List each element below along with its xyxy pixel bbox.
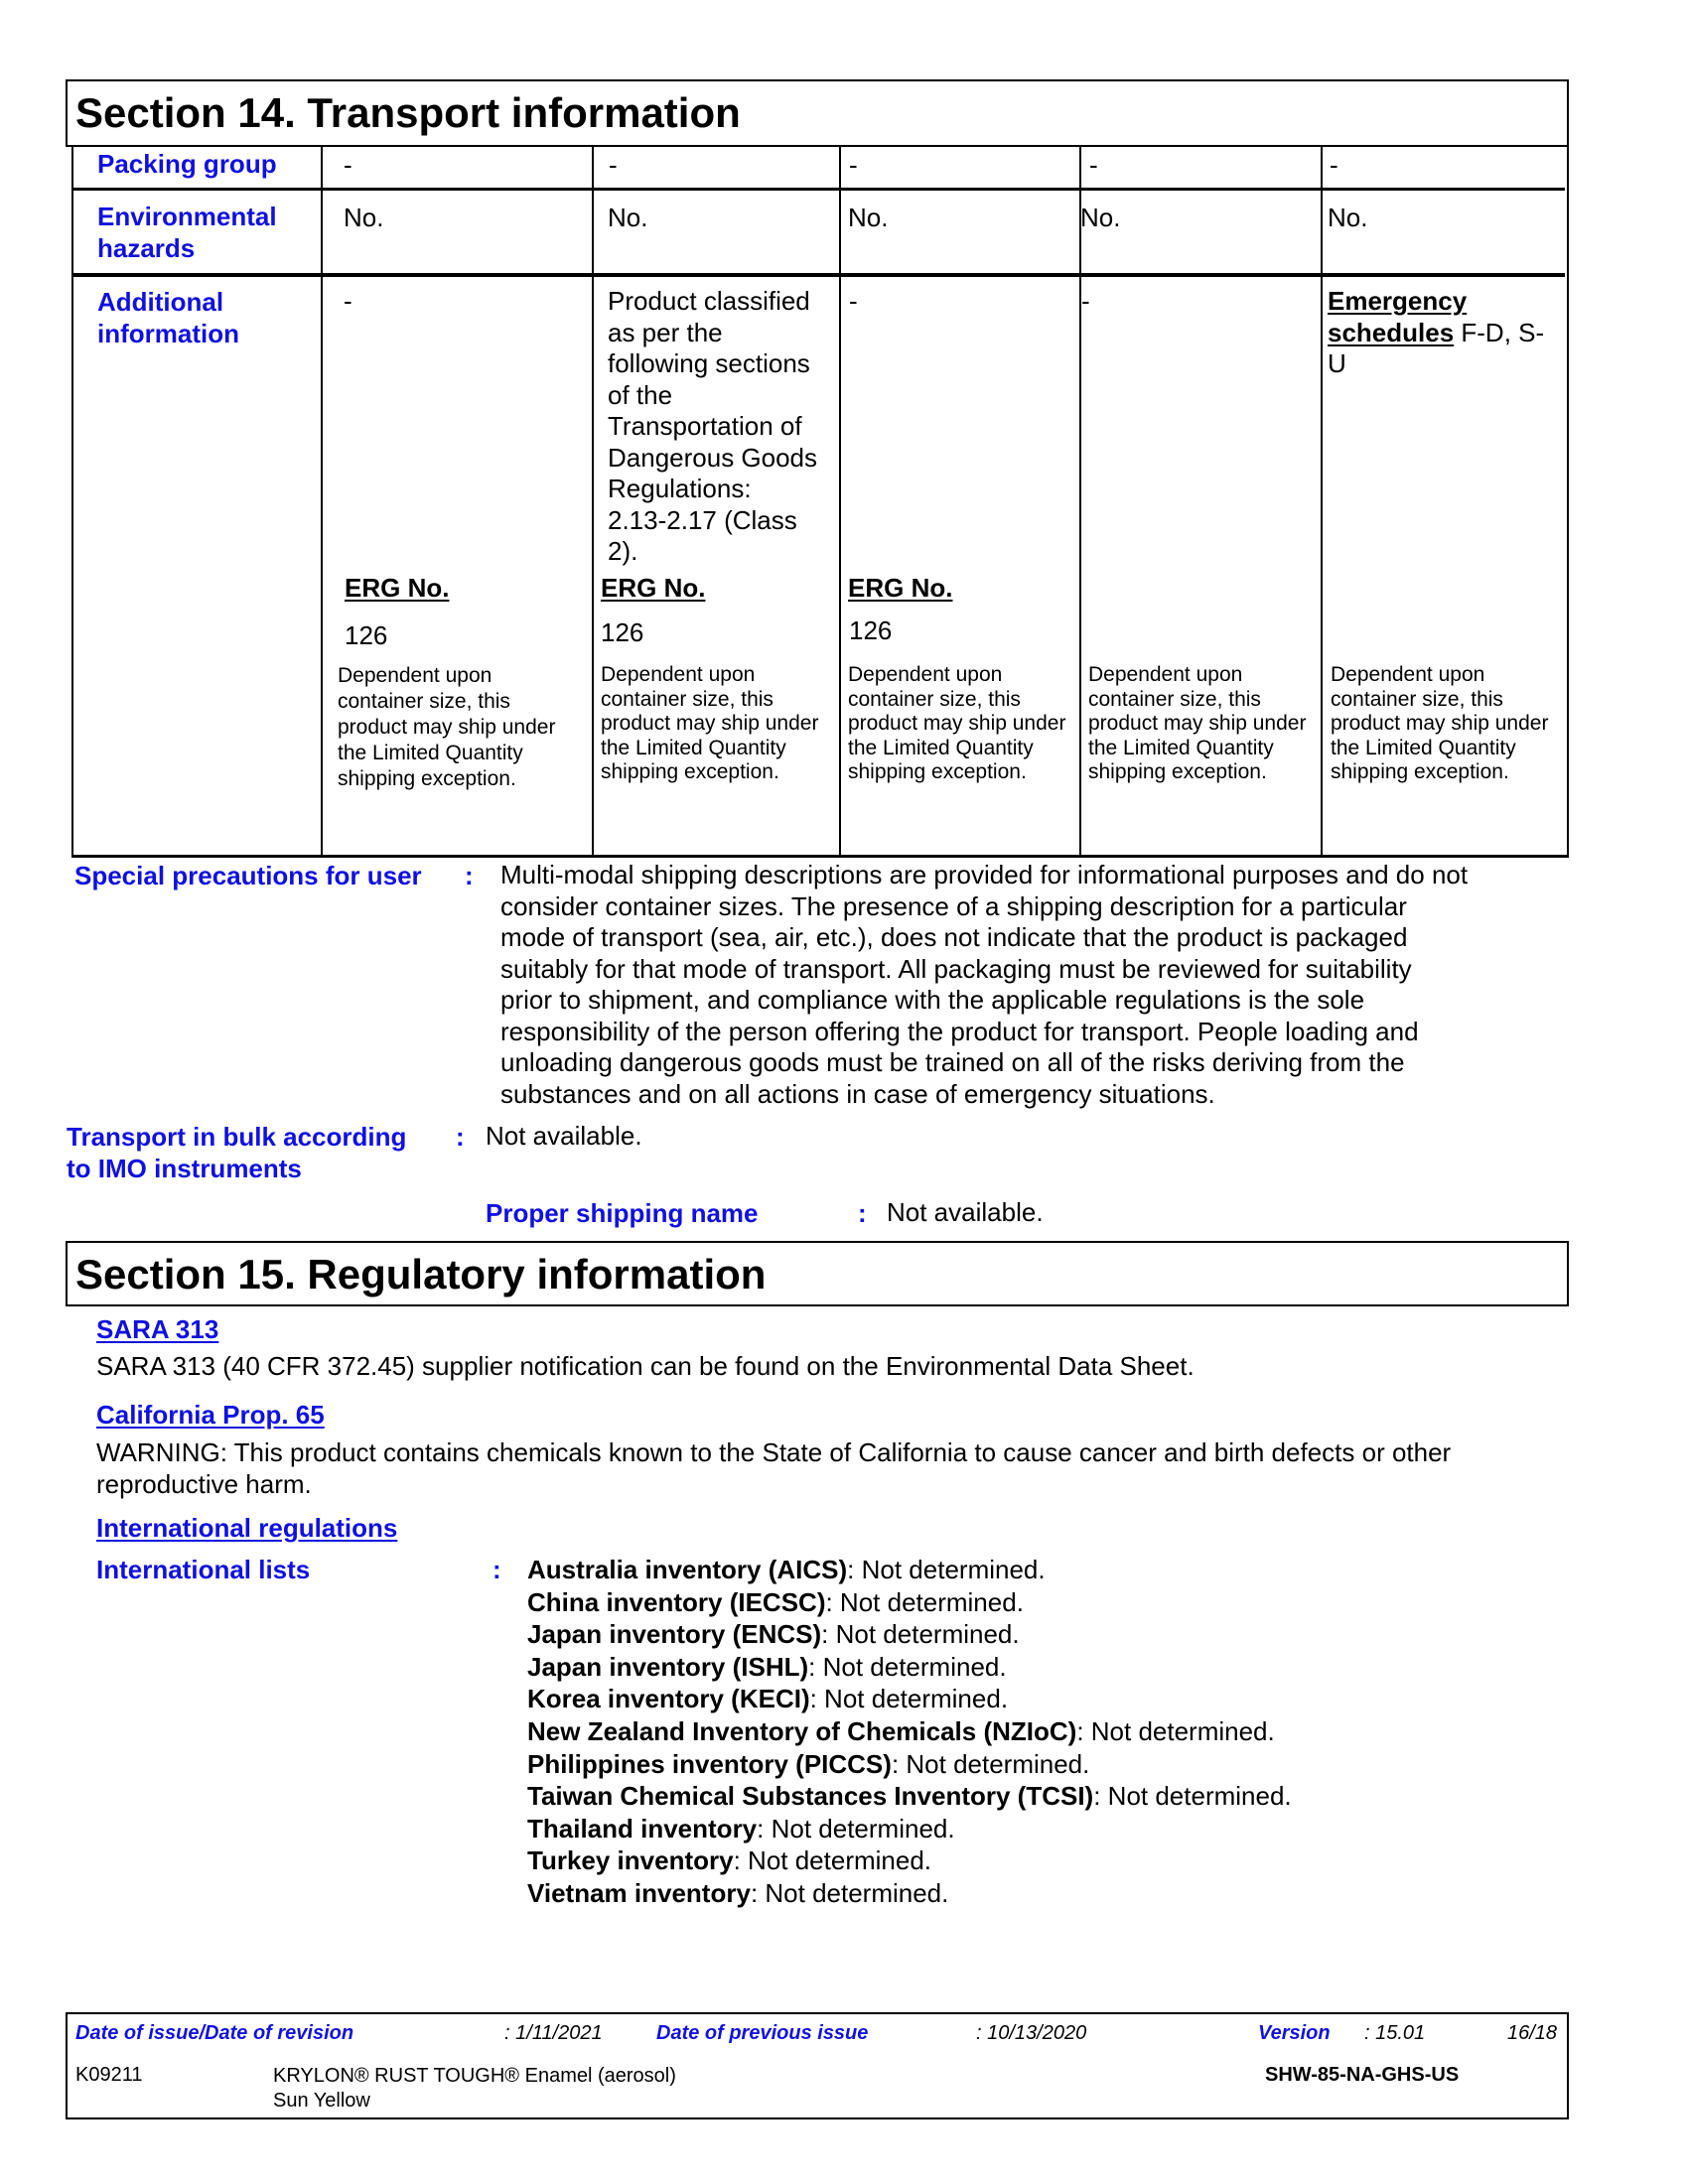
- erg-label: ERG No.: [345, 573, 450, 603]
- environmental-hazards-label: Environmental hazards: [97, 202, 277, 263]
- version-value: : 15.01: [1364, 2022, 1426, 2044]
- inventory-item: New Zealand Inventory of Chemicals (NZIoC): Not determined.: [527, 1715, 1275, 1746]
- table-divider: [1321, 147, 1323, 858]
- limited-quantity-note: Dependent upon container size, this product may ship under the Limited Quantity shipping exception.: [1331, 663, 1549, 783]
- erg-label: ERG No.: [601, 573, 706, 603]
- additional-value: -: [344, 286, 352, 316]
- inventory-item: Vietnam inventory: Not determined.: [527, 1877, 949, 1908]
- version-label: Version: [1258, 2022, 1331, 2044]
- table-divider: [839, 147, 841, 858]
- transport-bulk-value: Not available.: [486, 1121, 642, 1151]
- special-precautions-label: Special precautions for user: [74, 861, 422, 890]
- additional-value: -: [849, 286, 858, 316]
- sara-313-text: SARA 313 (40 CFR 372.45) supplier notification can be found on the Environmental Data Sheet.: [96, 1351, 1195, 1381]
- product-code: K09211: [75, 2064, 143, 2086]
- limited-quantity-note: Dependent upon container size, this product may ship under the Limited Quantity shipping exception.: [848, 663, 1066, 783]
- colon: :: [465, 861, 474, 890]
- inventory-item: Turkey inventory: Not determined.: [527, 1845, 932, 1876]
- additional-information-label: Additional information: [97, 287, 239, 348]
- inventory-item: Philippines inventory (PICCS): Not determined.: [527, 1748, 1090, 1779]
- proper-shipping-name-value: Not available.: [887, 1197, 1044, 1227]
- previous-issue-label: Date of previous issue: [656, 2022, 869, 2044]
- prop-65-warning: WARNING: This product contains chemicals known to the State of California to cause cancer and birth defects or other reproductive harm.: [96, 1437, 1452, 1499]
- colon: :: [492, 1555, 501, 1584]
- table-border: [71, 147, 73, 858]
- section-15-heading: [66, 1241, 1569, 1306]
- table-rule: [71, 188, 1565, 191]
- issue-date-value: : 1/11/2021: [504, 2022, 603, 2044]
- emergency-schedules: Emergency schedules F-D, S- U: [1328, 286, 1545, 378]
- document-id: SHW-85-NA-GHS-US: [1265, 2064, 1460, 2086]
- packing-group-value: -: [609, 150, 618, 180]
- proper-shipping-name-label: Proper shipping name: [486, 1198, 759, 1228]
- packing-group-value: -: [1330, 150, 1338, 180]
- additional-value-classification: Product classified as per the following sections of the Transportation of Dangerous Goods Regulations: 2.13-2.17 (Class 2).: [608, 286, 818, 566]
- env-value: No.: [608, 203, 648, 232]
- packing-group-label: Packing group: [97, 149, 277, 179]
- limited-quantity-note: Dependent upon container size, this product may ship under the Limited Quantity shipping exception.: [601, 663, 819, 783]
- international-regulations-heading: International regulations: [96, 1513, 398, 1543]
- erg-value: 126: [345, 620, 388, 650]
- sara-313-heading: SARA 313: [96, 1314, 219, 1344]
- packing-group-value: -: [1089, 150, 1098, 180]
- table-divider: [1079, 147, 1081, 858]
- section-title: Section 14. Transport information: [75, 89, 741, 136]
- limited-quantity-note: Dependent upon container size, this product may ship under the Limited Quantity shipping exception.: [1088, 663, 1307, 783]
- inventory-list: [527, 1554, 1292, 1910]
- table-divider: [592, 147, 594, 858]
- erg-value: 126: [849, 615, 893, 645]
- inventory-item: Japan inventory (ENCS): Not determined.: [527, 1619, 1020, 1650]
- packing-group-value: -: [344, 150, 352, 180]
- special-precautions-text: Multi-modal shipping descriptions are provided for informational purposes and do not consider container sizes. The presence of a shipping description for a particular mode of transport (sea, air, etc.), does not indicate that the product is packaged suitably for that mode of transport. All packaging must be reviewed for suitability prior to shipment, and compliance with the applicable regulations is the sole responsibility of the person offering the product for transport. People loading and unloading dangerous goods must be trained on all of the risks deriving from the substances and on all actions in case of emergency situations.: [500, 860, 1469, 1109]
- inventory-item: China inventory (IECSC): Not determined.: [527, 1586, 1024, 1617]
- env-value: No.: [344, 203, 384, 232]
- table-rule: [71, 273, 1565, 277]
- section-14-heading: [66, 79, 1569, 147]
- table-border: [1567, 147, 1569, 858]
- colon: :: [456, 1122, 465, 1152]
- inventory-item: Australia inventory (AICS): Not determined.: [527, 1555, 1046, 1584]
- env-value: No.: [1080, 203, 1121, 232]
- footer: [66, 2012, 1569, 2119]
- erg-value: 126: [601, 617, 644, 647]
- inventory-item: Japan inventory (ISHL): Not determined.: [527, 1651, 1007, 1682]
- colon: :: [858, 1198, 867, 1228]
- erg-label: ERG No.: [848, 573, 953, 603]
- international-lists-label: International lists: [96, 1555, 311, 1584]
- packing-group-value: -: [849, 150, 858, 180]
- prop-65-heading: California Prop. 65: [96, 1400, 325, 1430]
- transport-bulk-label: Transport in bulk according to IMO instruments: [67, 1122, 407, 1183]
- inventory-item: Thailand inventory: Not determined.: [527, 1813, 955, 1843]
- section-title: Section 15. Regulatory information: [75, 1251, 767, 1297]
- inventory-item: Korea inventory (KECI): Not determined.: [527, 1684, 1009, 1714]
- limited-quantity-note: Dependent upon container size, this product may ship under the Limited Quantity shipping exception.: [338, 664, 556, 790]
- inventory-item: Taiwan Chemical Substances Inventory (TCSI): Not determined.: [527, 1781, 1292, 1812]
- table-rule: [71, 855, 1569, 858]
- table-divider: [321, 147, 323, 858]
- issue-date-label: Date of issue/Date of revision: [75, 2022, 354, 2044]
- env-value: No.: [848, 203, 889, 232]
- env-value: No.: [1328, 203, 1368, 232]
- product-name: KRYLON® RUST TOUGH® Enamel (aerosol) Sun Yellow: [273, 2065, 676, 2112]
- previous-issue-value: : 10/13/2020: [976, 2022, 1087, 2044]
- additional-value: -: [1081, 286, 1090, 316]
- page-number: 16/18: [1507, 2022, 1558, 2044]
